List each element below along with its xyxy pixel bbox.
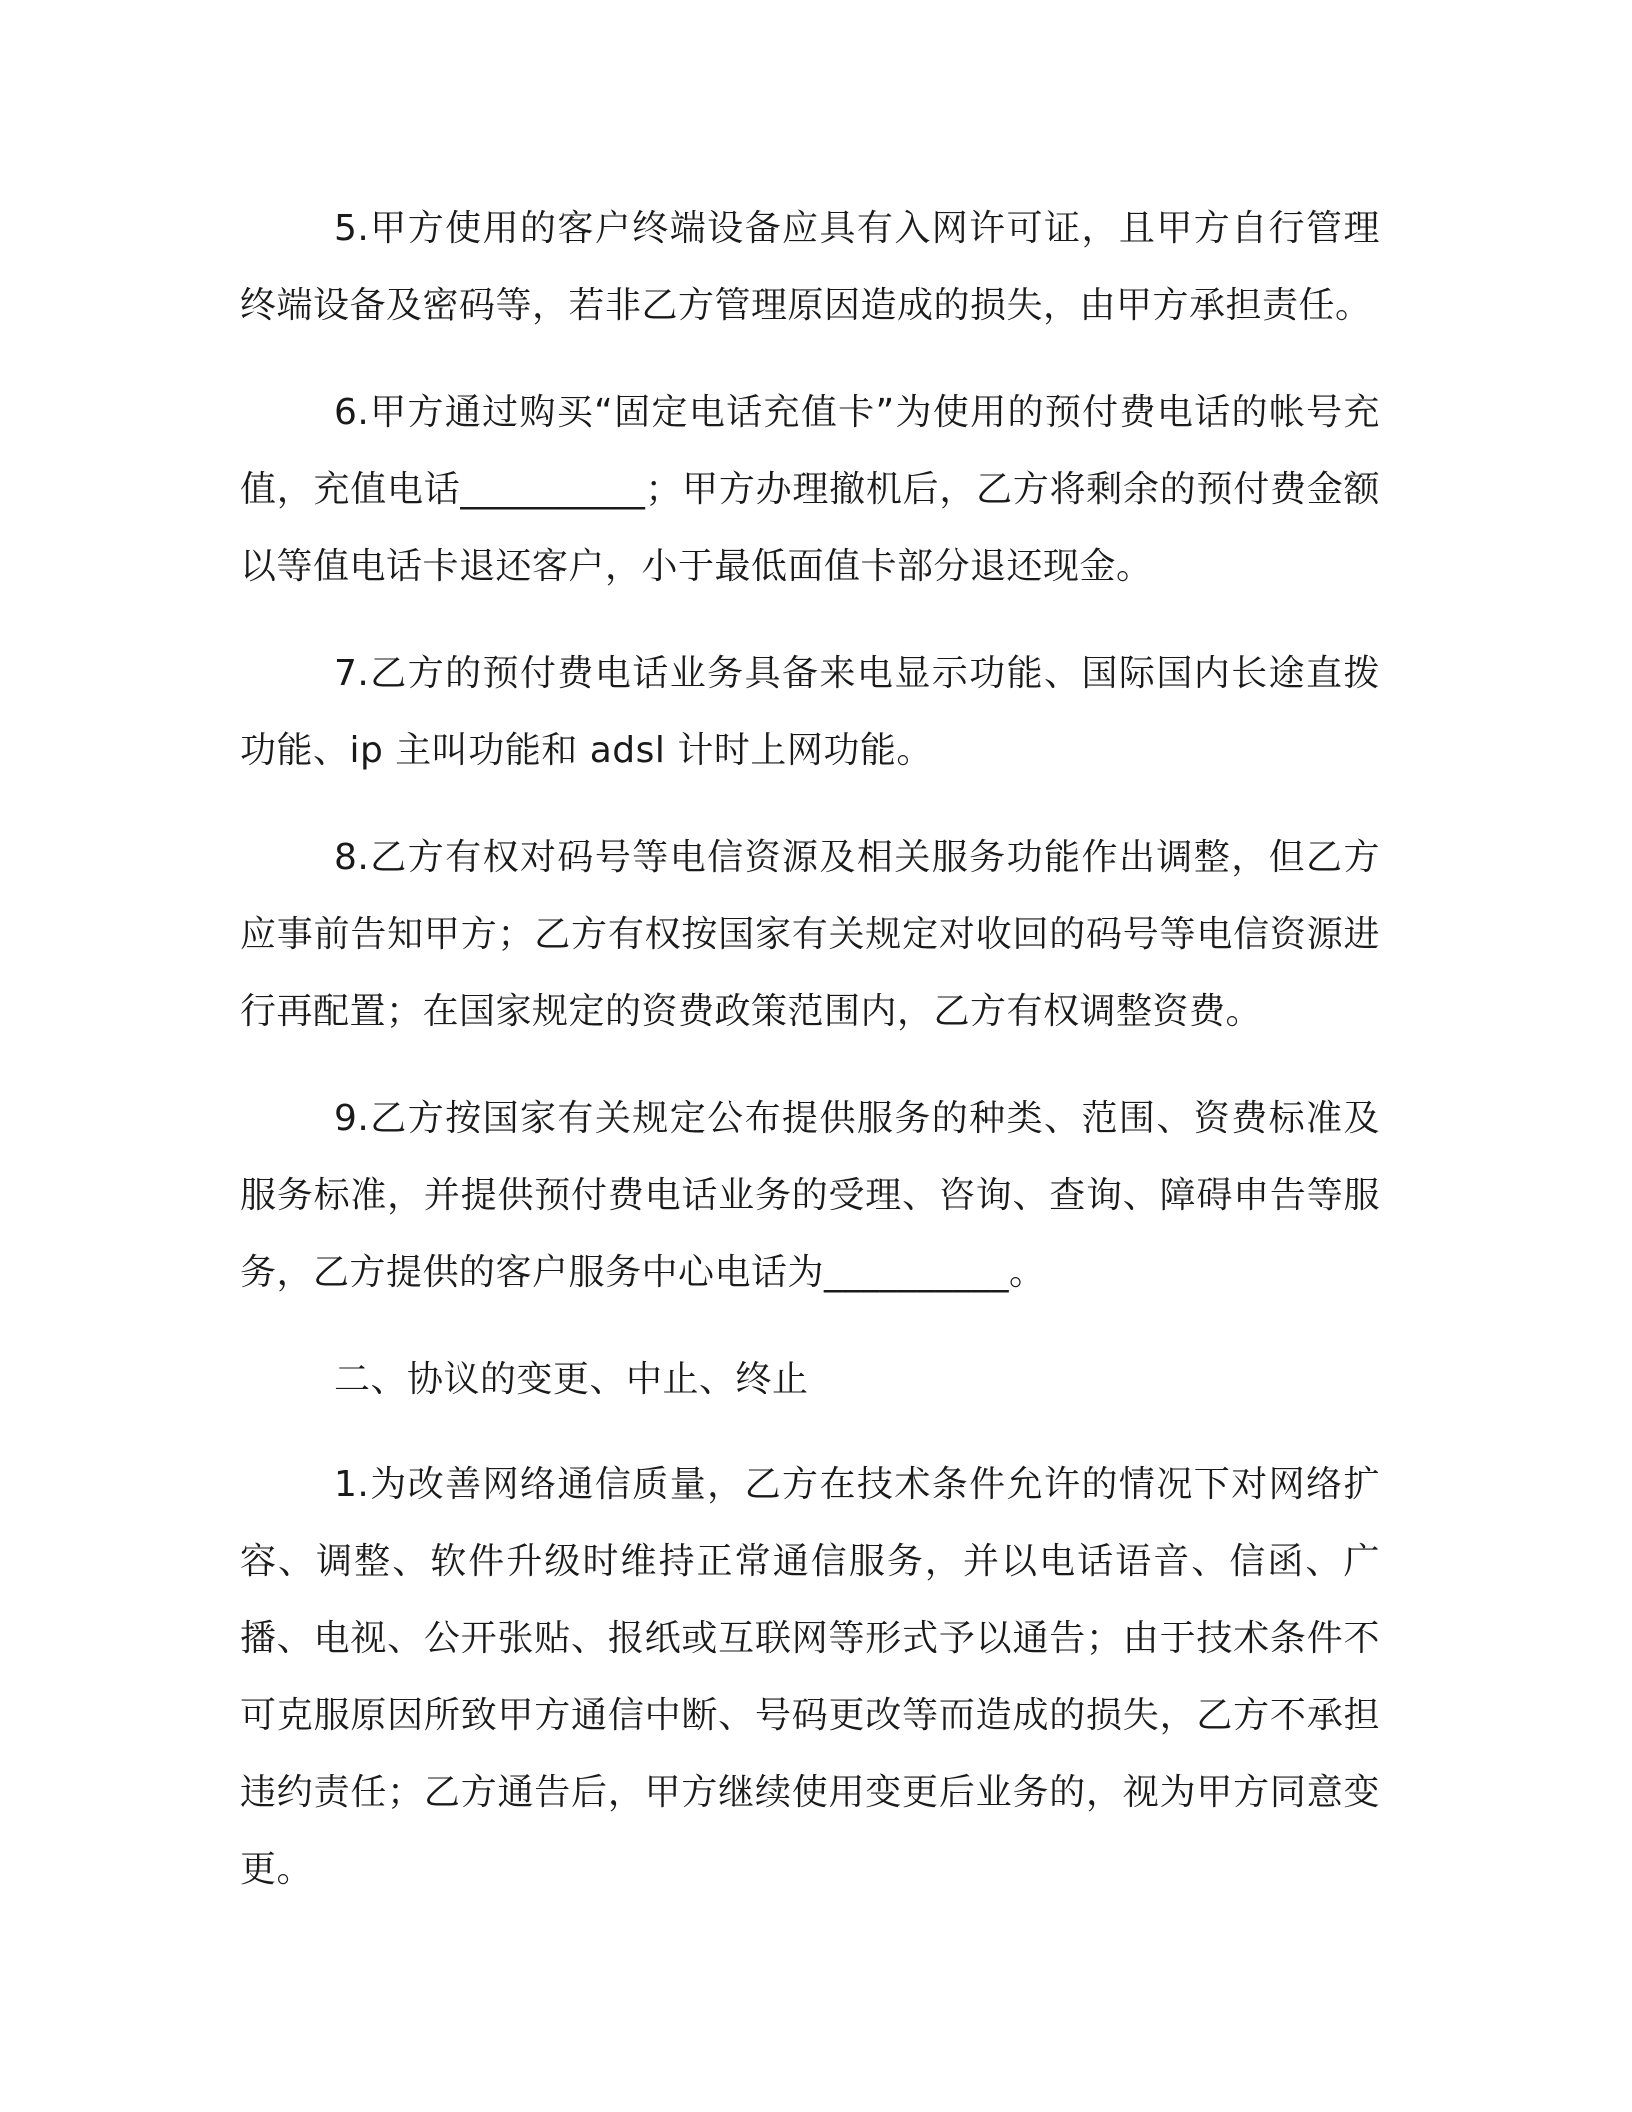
clause-9-paragraph: 9.乙方按国家有关规定公布提供服务的种类、范围、资费标准及服务标准，并提供预付费电话业务的受理、咨询、查询、障碍申告等服务，乙方提供的客户服务中心电话为__________。 — [240, 1098, 1380, 1293]
clause-6-paragraph: 6.甲方通过购买“固定电话充值卡”为使用的预付费电话的帐号充值，充值电话__________；甲方办理撤机后，乙方将剩余的预付费金额以等值电话卡退还客户，小于最低面值卡部分退还现金。 — [240, 392, 1380, 587]
section-heading: 二、协议的变更、中止、终止 — [334, 1359, 809, 1400]
clause-5-paragraph: 5.甲方使用的客户终端设备应具有入网许可证，且甲方自行管理终端设备及密码等，若非乙方管理原因造成的损失，由甲方承担责任。 — [240, 208, 1380, 326]
clause-7-paragraph: 7.乙方的预付费电话业务具备来电显示功能、国际国内长途直拨功能、ip 主叫功能和 adsl 计时上网功能。 — [240, 653, 1380, 771]
clause-8-paragraph: 8.乙方有权对码号等电信资源及相关服务功能作出调整，但乙方应事前告知甲方；乙方有权按国家有关规定对收回的码号等电信资源进行再配置；在国家规定的资费政策范围内，乙方有权调整资费。 — [240, 837, 1380, 1032]
document-body — [240, 190, 1380, 1938]
section-2-clause-1-paragraph: 1.为改善网络通信质量，乙方在技术条件允许的情况下对网络扩容、调整、软件升级时维持正常通信服务，并以电话语音、信函、广播、电视、公开张贴、报纸或互联网等形式予以通告；由于技术条件不可克服原因所致甲方通信中断、号码更改等而造成的损失，乙方不承担违约责任；乙方通告后，甲方继续使用变更后业务的，视为甲方同意变更。 — [240, 1464, 1380, 1890]
